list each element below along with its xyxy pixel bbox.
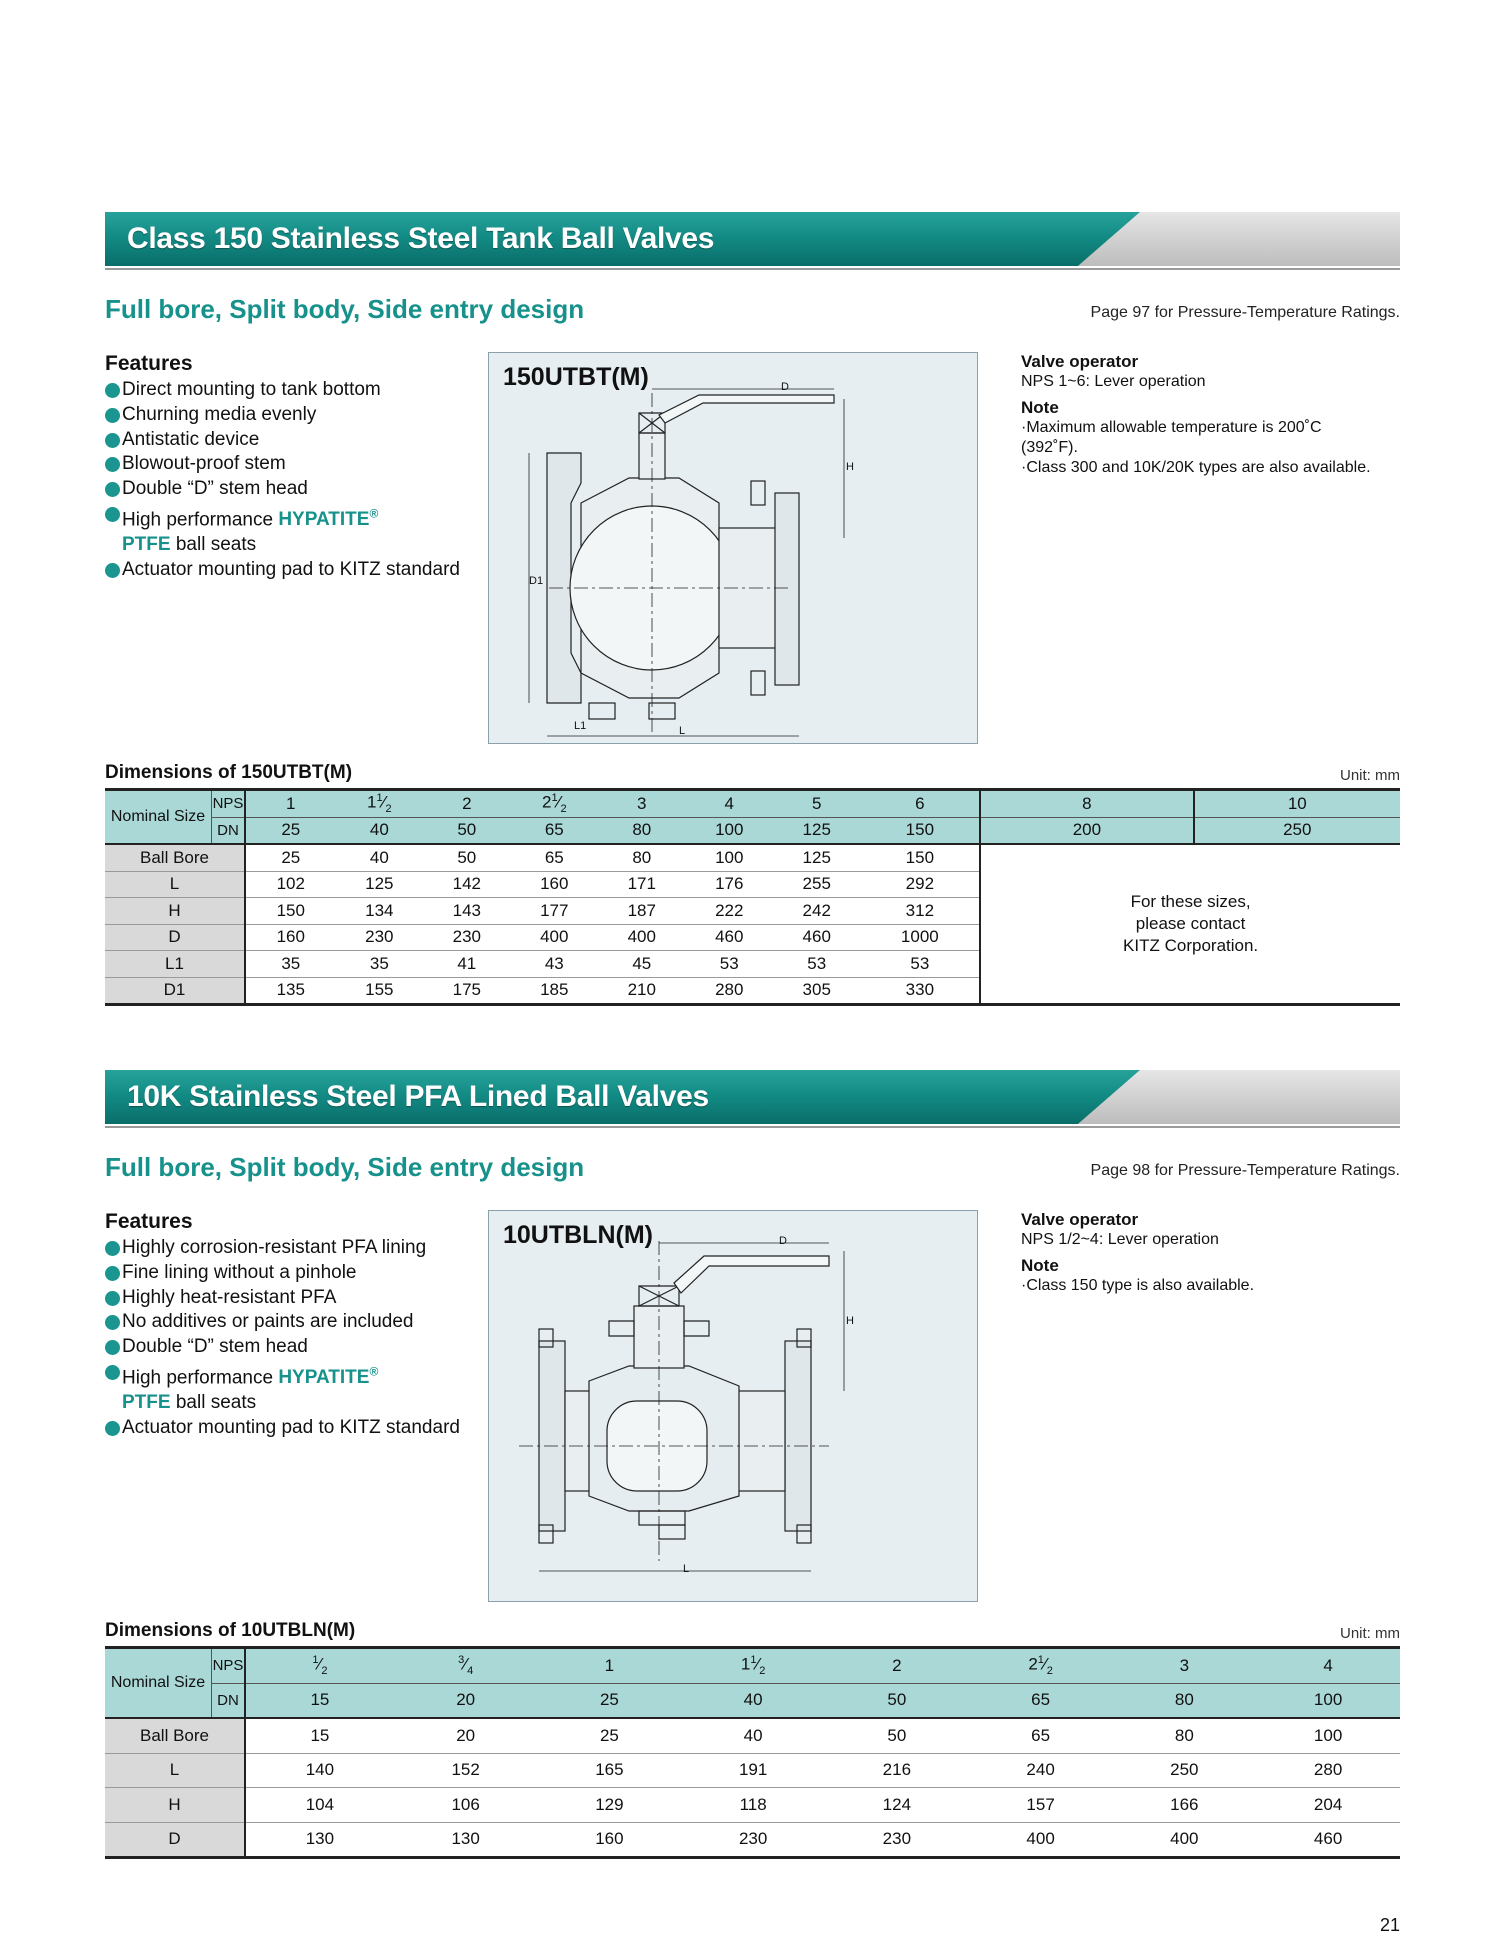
dn-cell: 100 [1256, 1683, 1400, 1718]
note-text: ·Class 150 type is also available. [1021, 1277, 1255, 1294]
valve-info [1021, 1210, 1401, 1296]
dim-label-d1: D1 [529, 575, 544, 587]
note-title: Note [1021, 398, 1059, 417]
dn-row [105, 1683, 1400, 1718]
dn-cell: 200 [980, 817, 1193, 844]
dn-label: DN [212, 1683, 246, 1718]
bullet-icon [105, 563, 120, 578]
note-text: ·Class 300 and 10K/20K types are also available. [1021, 459, 1371, 476]
table-row: L 102 125 142 160 171 176 255 292 [105, 871, 1400, 898]
bullet-icon [105, 433, 120, 448]
section-title: Class 150 Stainless Steel Tank Ball Valves [127, 222, 715, 255]
unit-label: Unit: mm [1340, 1625, 1400, 1642]
features-list [105, 378, 475, 583]
bullet-icon [105, 383, 120, 398]
nps-cell: 3 [598, 790, 685, 818]
dn-cell: 100 [686, 817, 773, 844]
feature-item: Highly heat-resistant PFA [105, 1286, 475, 1311]
nps-cell: 10 [1194, 790, 1400, 818]
bullet-icon [105, 1291, 120, 1306]
nominal-size-label: Nominal Size [105, 1648, 212, 1719]
dim-label-l: L [683, 1563, 690, 1575]
features-block [105, 352, 475, 583]
nps-cell: 4 [1256, 1648, 1400, 1684]
valve-drawing [488, 352, 978, 744]
unit-label: Unit: mm [1340, 767, 1400, 784]
nominal-size-label: Nominal Size [105, 790, 212, 845]
table-row: D1 135 155 175 185 210 280 305 330 [105, 977, 1400, 1005]
dimensions-title: Dimensions of 150UTBT(M) [105, 762, 353, 783]
section-tank-ball-valves [105, 212, 1400, 1000]
bullet-icon [105, 1315, 120, 1330]
table-row: H 104 106 129 118 124 157 166 204 [105, 1788, 1400, 1823]
dn-cell: 25 [538, 1683, 682, 1718]
features-title: Features [105, 1210, 193, 1233]
dn-cell: 65 [969, 1683, 1113, 1718]
feature-item: Fine lining without a pinhole [105, 1261, 475, 1286]
feature-item: Blowout-proof stem [105, 452, 475, 477]
nps-row [105, 1648, 1400, 1684]
page-reference: Page 98 for Pressure-Temperature Ratings. [1090, 1162, 1400, 1179]
dn-cell: 25 [245, 817, 336, 844]
valve-drawing-svg [489, 1211, 977, 1601]
section-banner [105, 212, 1400, 266]
note-text: ·Maximum allowable temperature is 200˚C (392˚F). [1021, 419, 1322, 456]
model-name: 10UTBLN(M) [503, 1221, 653, 1249]
nps-cell: 2 [825, 1648, 969, 1684]
features-block [105, 1210, 475, 1441]
feature-item: No additives or paints are included [105, 1310, 475, 1335]
nps-row [105, 790, 1400, 818]
feature-item: Actuator mounting pad to KITZ standard [105, 1416, 475, 1441]
banner-rule [105, 268, 1400, 270]
dimensions-table [105, 1646, 1400, 1859]
feature-item: Actuator mounting pad to KITZ standard [105, 558, 475, 583]
page-reference: Page 97 for Pressure-Temperature Ratings. [1090, 304, 1400, 321]
table-row: L1 35 35 41 43 45 53 53 53 [105, 951, 1400, 978]
dn-row [105, 817, 1400, 844]
valve-drawing-svg [489, 353, 977, 743]
contact-note: For these sizes, please contact KITZ Corporation. [980, 844, 1400, 1005]
table-row: Ball Bore 15 20 25 40 50 65 80 100 [105, 1718, 1400, 1753]
note-title: Note [1021, 1256, 1059, 1275]
nps-cell: 1 [538, 1648, 682, 1684]
dn-cell: 40 [681, 1683, 825, 1718]
nps-label: NPS [212, 790, 246, 818]
dn-cell: 125 [773, 817, 860, 844]
dn-cell: 80 [1112, 1683, 1256, 1718]
dn-cell: 80 [598, 817, 685, 844]
dim-label-h: H [846, 1315, 854, 1327]
bullet-icon [105, 1241, 120, 1256]
table-row: H 150 134 143 177 187 222 242 312 [105, 898, 1400, 925]
table-row: Ball Bore 25 40 50 65 80 100 125 150 For these sizes, please contact KITZ Corporation. [105, 844, 1400, 871]
feature-item: Double “D” stem head [105, 1335, 475, 1360]
nps-cell: $^3⁄_4$ [394, 1648, 538, 1684]
bullet-icon [105, 1340, 120, 1355]
hypatite-brand: HYPATITE® [278, 506, 379, 531]
hypatite-brand: HYPATITE® [278, 1364, 379, 1389]
nps-cell: 5 [773, 790, 860, 818]
nps-cell: 2 [423, 790, 510, 818]
dn-cell: 20 [394, 1683, 538, 1718]
section-banner [105, 1070, 1400, 1124]
feature-item: Antistatic device [105, 428, 475, 453]
section-pfa-lined-ball-valves [105, 1070, 1400, 1849]
section-title: 10K Stainless Steel PFA Lined Ball Valves [127, 1080, 709, 1113]
feature-item: High performance HYPATITE® PTFE ball seats [105, 502, 475, 558]
nps-cell: $^1⁄_2$ [245, 1648, 394, 1684]
valve-drawing [488, 1210, 978, 1602]
dn-cell: 150 [860, 817, 980, 844]
feature-item: High performance HYPATITE® PTFE ball seats [105, 1360, 475, 1416]
feature-item: Churning media evenly [105, 403, 475, 428]
dim-label-d: D [779, 1235, 787, 1247]
bullet-icon [105, 1266, 120, 1281]
table-row: D 160 230 230 400 400 460 460 1000 [105, 924, 1400, 951]
valve-operator-text: NPS 1/2~4: Lever operation [1021, 1231, 1219, 1248]
dim-label-l1: L1 [574, 720, 587, 732]
nps-cell: 1 [245, 790, 336, 818]
bullet-icon [105, 482, 120, 497]
bullet-icon [105, 1365, 120, 1380]
bullet-icon [105, 457, 120, 472]
valve-operator-title: Valve operator [1021, 352, 1139, 371]
feature-item: Direct mounting to tank bottom [105, 378, 475, 403]
nps-label: NPS [212, 1648, 246, 1684]
dn-cell: 15 [245, 1683, 394, 1718]
dn-label: DN [212, 817, 246, 844]
valve-info [1021, 352, 1401, 478]
nps-cell: 6 [860, 790, 980, 818]
bullet-icon [105, 1421, 120, 1436]
dn-cell: 65 [511, 817, 598, 844]
nps-cell: 4 [686, 790, 773, 818]
features-title: Features [105, 352, 193, 375]
model-name: 150UTBT(M) [503, 363, 649, 391]
dn-cell: 250 [1194, 817, 1400, 844]
features-list [105, 1236, 475, 1441]
banner-rule [105, 1126, 1400, 1128]
dn-cell: 50 [423, 817, 510, 844]
valve-operator-title: Valve operator [1021, 1210, 1139, 1229]
dim-label-l: L [679, 725, 686, 737]
bullet-icon [105, 507, 120, 522]
nps-cell: $2^1⁄_2$ [511, 790, 598, 818]
table-row: L 140 152 165 191 216 240 250 280 [105, 1753, 1400, 1788]
subtitle: Full bore, Split body, Side entry design [105, 294, 585, 324]
dn-cell: 40 [336, 817, 423, 844]
dim-label-h: H [846, 461, 854, 473]
dimensions-title: Dimensions of 10UTBLN(M) [105, 1620, 356, 1641]
dimensions-table [105, 788, 1400, 1006]
bullet-icon [105, 408, 120, 423]
nps-cell: $1^1⁄_2$ [336, 790, 423, 818]
valve-operator-text: NPS 1~6: Lever operation [1021, 373, 1206, 390]
feature-item: Double “D” stem head [105, 477, 475, 502]
dim-label-d: D [781, 381, 789, 393]
table-row: D 130 130 160 230 230 400 400 460 [105, 1822, 1400, 1858]
page-number: 21 [1379, 1915, 1400, 1935]
nps-cell: 3 [1112, 1648, 1256, 1684]
subtitle: Full bore, Split body, Side entry design [105, 1152, 585, 1182]
nps-cell: 8 [980, 790, 1193, 818]
nps-cell: $2^1⁄_2$ [969, 1648, 1113, 1684]
feature-item: Highly corrosion-resistant PFA lining [105, 1236, 475, 1261]
nps-cell: $1^1⁄_2$ [681, 1648, 825, 1684]
dn-cell: 50 [825, 1683, 969, 1718]
